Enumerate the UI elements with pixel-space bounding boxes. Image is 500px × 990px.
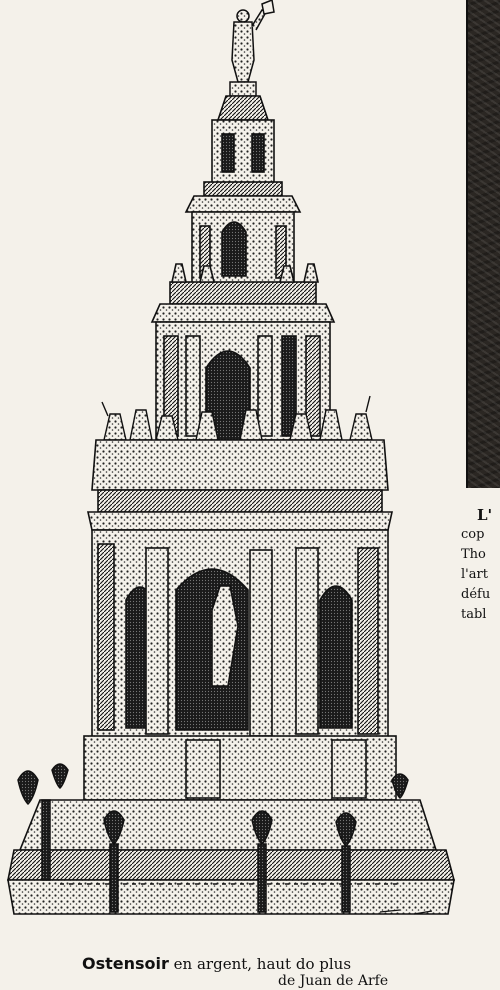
caption-text-line2: de Juan de Arfe <box>278 973 389 989</box>
caption-bold-term: Ostensoir <box>82 955 169 973</box>
side-text-line: tabl <box>461 607 487 622</box>
side-column-text <box>461 505 500 625</box>
side-text-line: défu <box>461 587 491 602</box>
side-photograph <box>466 0 500 488</box>
figure-caption <box>82 955 500 990</box>
side-text-line: Tho <box>461 547 486 562</box>
side-text-line: l'art <box>461 567 488 582</box>
side-text-line: L' <box>477 506 493 524</box>
caption-text: en argent, haut do plus <box>168 955 352 973</box>
side-text-line: cop <box>461 527 485 542</box>
